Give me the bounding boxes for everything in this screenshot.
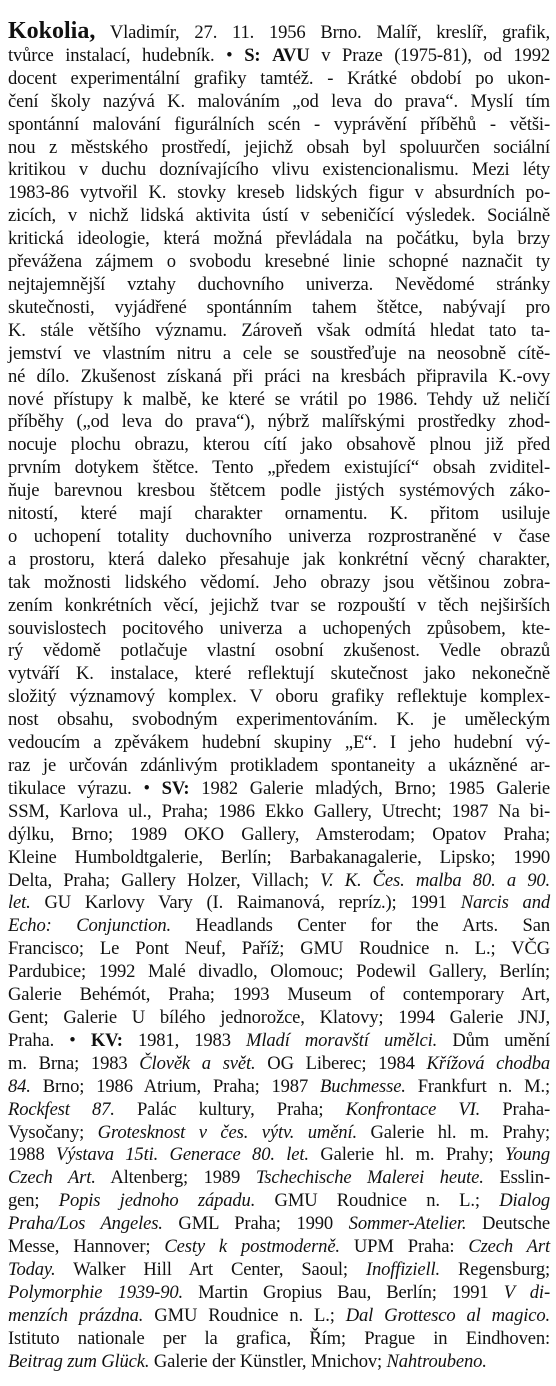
entry-line-49 [8,1144,550,1167]
title-text: Echo: Conjunction. [8,915,171,937]
entry-text: kritická ideologie, která možná převládala na počátku, byla brzy [8,228,550,250]
entry-text: rý vědomě potlačuje vlastní osobní zkušenost. Vedle obrazů [8,640,550,662]
entry-text: vytváří K. instalace, které reflektují skutečnost jako nekonečně [8,663,550,685]
title-text: Popis jednoho západu. [58,1190,256,1212]
entry-line-7 [8,182,550,205]
entry-text: a prostoru, která daleko přesahuje jak konkrétní věcný charakter, [8,548,550,570]
entry-line-13 [8,320,550,343]
entry-text [260,45,272,66]
section-label: S: [244,44,261,66]
entry-line-24 [8,572,550,595]
title-text: Today. [8,1258,56,1280]
section-label: SV: [161,777,190,799]
entry-line-54 [8,1259,550,1282]
entry-text: SSM, Karlova ul., Praha; 1986 Ekko Gallery, Utrecht; 1987 Na bi- [8,800,550,822]
entry-text: zicích, v nichž lidská aktivita ústí v sebeničící výsledek. Sociálně [8,205,550,227]
entry-line-15 [8,366,550,389]
entry-line-42 [8,984,550,1007]
entry-text: GMU Roudnice n. L.; [143,1304,346,1326]
entry-text: převážena zájmem o svobodu kresebné linie schopné naznačit ty [8,251,550,273]
entry-text: nejtajemnější vztahy duchovního univerza. Nevědomé stránky [8,273,550,295]
entry-line-44 [8,1030,550,1053]
title-text: menzích prázdna. [8,1304,144,1326]
entry-text: UPM Praha: [339,1236,469,1258]
entry-text: Martin Gropius Bau, Berlín; 1991 [183,1281,504,1303]
title-text: 84. [8,1075,31,1097]
entry-text: Istituto nationale per la grafica, Řím; Prague in Eindhoven: [8,1327,550,1349]
title-text: Člověk a svět. [139,1052,256,1074]
entry-text: prvním dotykem štětce. Tento „předem existující“ obsah zviditel- [8,457,550,479]
entry-text: gen; [8,1190,59,1212]
entry-text: Deutsche [466,1213,550,1235]
entry-text: tvůrce instalací, hudebník. • [8,44,245,66]
entry-text: o uchopení totality duchovního univerza rozprostraněné v čase [8,525,550,547]
entry-line-20 [8,480,550,503]
entry-text: souvislostech pocitového univerza a uchopených způsobem, kte- [8,617,550,639]
entry-line-6 [8,159,550,182]
entry-line-31 [8,732,550,755]
entry-text: Praha- [480,1098,550,1120]
entry-line-46 [8,1076,550,1099]
entry-line-5 [8,137,550,160]
entry-line-30 [8,709,550,732]
entry-line-17 [8,411,550,434]
title-text: Dialog [499,1190,550,1212]
title-text: Buchmesse. [320,1075,406,1097]
entry-line-29 [8,686,550,709]
entry-line-41 [8,961,550,984]
entry-text: m. Brna; 1983 [8,1052,140,1074]
entry-line-22 [8,526,550,549]
entry-line-43 [8,1007,550,1030]
entry-text: nové přístupy k malbě, ke které se vrátil po 1986. Tehdy už neličí [8,388,550,410]
title-text: Inoffiziell. [365,1258,441,1280]
title-text: Young [504,1144,550,1166]
entry-line-4 [8,114,550,137]
entry-text: složitý významový komplex. V oboru grafiky reflektuje komplex- [8,686,550,708]
title-text: Czech Art [468,1236,550,1258]
entry-line-40 [8,938,550,961]
entry-text: vedoucím a zpěvákem hudební skupiny „E“. I jeho hudební vý- [8,732,550,754]
entry-line-36 [8,847,550,870]
title-text: Křížová chodba [426,1052,550,1074]
entry-text: spontánní malování figurálních scén - vyprávění příběhů - větši- [8,113,550,135]
entry-text: Altenberg; 1989 [95,1167,256,1189]
entry-text: Brno; 1986 Atrium, Praha; 1987 [30,1075,321,1097]
entry-text: příběhy („od leva do prava“), nýbrž malířskými prostředky zhod- [8,411,550,433]
entry-line-45 [8,1053,550,1076]
entry-text: GU Karlovy Vary (I. Raimanová, repríz.); 1991 [30,892,461,914]
entry-text: čení školy nazývá K. malováním „od leva do prava“. Myslí tím [8,90,550,112]
entry-text: 1981, 1983 [122,1029,247,1051]
title-text: Výstava 15ti. Generace 80. let. [56,1144,309,1166]
entry-line-52 [8,1213,550,1236]
entry-text: ňuje barevnou kresbou štětcem podle jistých systémových záko- [8,480,550,502]
entry-text: GMU Roudnice n. L.; [255,1190,500,1212]
entry-line-14 [8,343,550,366]
entry-line-39 [8,915,550,938]
entry-line-12 [8,297,550,320]
entry-text: K. stále většího významu. Zároveň však odmítá hledat tato ta- [8,319,550,341]
title-text: Beitrag zum Glück. [8,1350,150,1372]
title-text: Cesty k postmoderně. [164,1236,340,1258]
title-text: Konfrontace VI. [345,1098,481,1120]
entry-line-56 [8,1305,550,1328]
entry-line-47 [8,1099,550,1122]
title-text: Grotesknost v čes. výtv. umění. [97,1121,357,1143]
entry-line-51 [8,1190,550,1213]
entry-line-50 [8,1167,550,1190]
entry-line-27 [8,640,550,663]
entry-text: Galerie der Künstler, Mnichov; [149,1350,387,1372]
entry-line-8 [8,205,550,228]
entry-line-1 [8,45,550,68]
entry-text: zením konkrétních věcí, jejichž tvar se rozpouští v těch nejširších [8,594,550,616]
entry-line-26 [8,618,550,641]
entry-text: Walker Hill Art Center, Saoul; [55,1258,366,1280]
entry-line-21 [8,503,550,526]
title-text: Narcis and [460,892,550,914]
entry-text: Dům umění [437,1029,550,1051]
entry-text: Palác kultury, Praha; [114,1098,346,1120]
entry-line-28 [8,663,550,686]
entry-text: Vysočany; [8,1121,98,1143]
entry-line-38 [8,892,550,915]
entry-line-18 [8,434,550,457]
entry-line-11 [8,274,550,297]
entry-text: Vladimír, 27. 11. 1956 Brno. Malíř, kreslíř, grafik, [109,22,550,43]
section-label: AVU [272,44,310,66]
entry-text: raz je určován zdánlivým protikladem spontaneity a ukázněné ar- [8,755,550,776]
entry-text: OG Liberec; 1984 [255,1052,427,1074]
title-text: Polymorphie 1939-90. [8,1281,183,1303]
entry-line-35 [8,824,550,847]
entry-line-33 [8,778,550,801]
entry-text: Regensburg; [440,1258,550,1280]
title-text: V di- [503,1281,550,1303]
entry-text: né dílo. Zkušenost získaná při práci na kresbách připravila K.-ovy [8,365,550,387]
entry-text: Esslin- [483,1167,550,1189]
entry-text: Pardubice; 1992 Malé divadlo, Olomouc; Podewil Gallery, Berlín; [8,961,550,983]
entry-text: GML Praha; 1990 [162,1213,349,1235]
entry-text: docent experimentální grafiky tamtéž. - Krátké období po ukon- [8,67,550,89]
entry-line-34 [8,801,550,824]
entry-text: 1982 Galerie mladých, Brno; 1985 Galerie [189,777,550,799]
entry-line-2 [8,68,550,91]
entry-text: Gent; Galerie U bílého jednorožce, Klatovy; 1994 Galerie JNJ, [8,1006,550,1028]
title-text: Czech Art. [8,1167,96,1189]
title-text: Tschechische Malerei heute. [255,1167,484,1189]
title-text: Nahtroubeno. [386,1350,487,1372]
entry-text: Headlands Center for the Arts. San [171,915,550,937]
title-text: Sommer-Atelier. [348,1213,467,1235]
entry-line-19 [8,457,550,480]
title-text: Rockfest 87. [8,1098,115,1120]
entry-text: Delta, Praha; Gallery Holzer, Villach; [8,869,321,891]
title-text: Praha/Los Angeles. [8,1213,163,1235]
entry-text: nocuje plochu obrazu, kterou cítí jako obsahově plnou již před [8,434,550,456]
entry-line-25 [8,595,550,618]
entry-text: nost obsahu, svobodným experimentováním. K. je uměleckým [8,709,550,731]
artist-entry [8,20,550,1373]
entry-line-37 [8,870,550,893]
entry-text: Galerie hl. m. Prahy; [308,1144,505,1166]
entry-text: 1983-86 vytvořil K. stovky kreseb lidských figur v absurdních po- [8,182,550,204]
entry-line-57 [8,1328,550,1351]
entry-text: tikulace výrazu. • [8,777,162,799]
entry-line-32 [8,755,550,778]
entry-line-3 [8,91,550,114]
entry-text: kritikou v duchu doznívajícího vlivu existencionalismu. Mezi léty [8,159,550,181]
entry-text: nitostí, které mají charakter ornamentu. K. přitom usiluje [8,503,550,525]
entry-text: Francisco; Le Pont Neuf, Paříž; GMU Roudnice n. L.; VČG [8,938,550,960]
entry-line-58 [8,1351,550,1374]
entry-text: Frankfurt n. M.; [405,1075,550,1097]
entry-line-55 [8,1282,550,1305]
entry-text: skutečnosti, vyjádřené spontánním tahem štětce, nabývají pro [8,296,550,318]
entry-text: Messe, Hannover; [8,1236,165,1258]
entry-text: Praha. • [8,1029,91,1051]
entry-headword: Kokolia, [8,18,96,44]
section-label: KV: [90,1029,123,1051]
entry-text: Galerie hl. m. Prahy; [356,1121,550,1143]
entry-text: dýlku, Brno; 1989 OKO Gallery, Amsterodam; Opatov Praha; [8,823,550,845]
entry-text: Kleine Humboldtgalerie, Berlín; Barbakanagalerie, Lipsko; 1990 [8,846,550,868]
entry-text: nou z městského prostředí, jejichž obsah byl spoluurčen sociální [8,136,550,158]
entry-line-9 [8,228,550,251]
entry-line-23 [8,549,550,572]
entry-text: 1988 [8,1144,57,1166]
title-text: let. [8,892,31,914]
entry-line-0 [8,20,550,45]
entry-text: v Praze (1975-81), od 1992 [309,44,550,66]
entry-line-48 [8,1122,550,1145]
title-text: Dal Grottesco al magico. [345,1304,550,1326]
entry-text: jemství ve vlastním nitru a cele se soustřeďuje na neosobně cítě- [8,342,550,364]
entry-text: tak možnosti lidského vědomí. Jeho obrazy jsou většinou zobra- [8,571,550,593]
entry-line-53 [8,1236,550,1259]
title-text: V. K. Čes. malba 80. a 90. [320,869,550,891]
entry-line-10 [8,251,550,274]
title-text: Mladí moravští umělci. [246,1029,438,1051]
entry-line-16 [8,389,550,412]
entry-text: Galerie Behémót, Praha; 1993 Museum of contemporary Art, [8,984,550,1006]
